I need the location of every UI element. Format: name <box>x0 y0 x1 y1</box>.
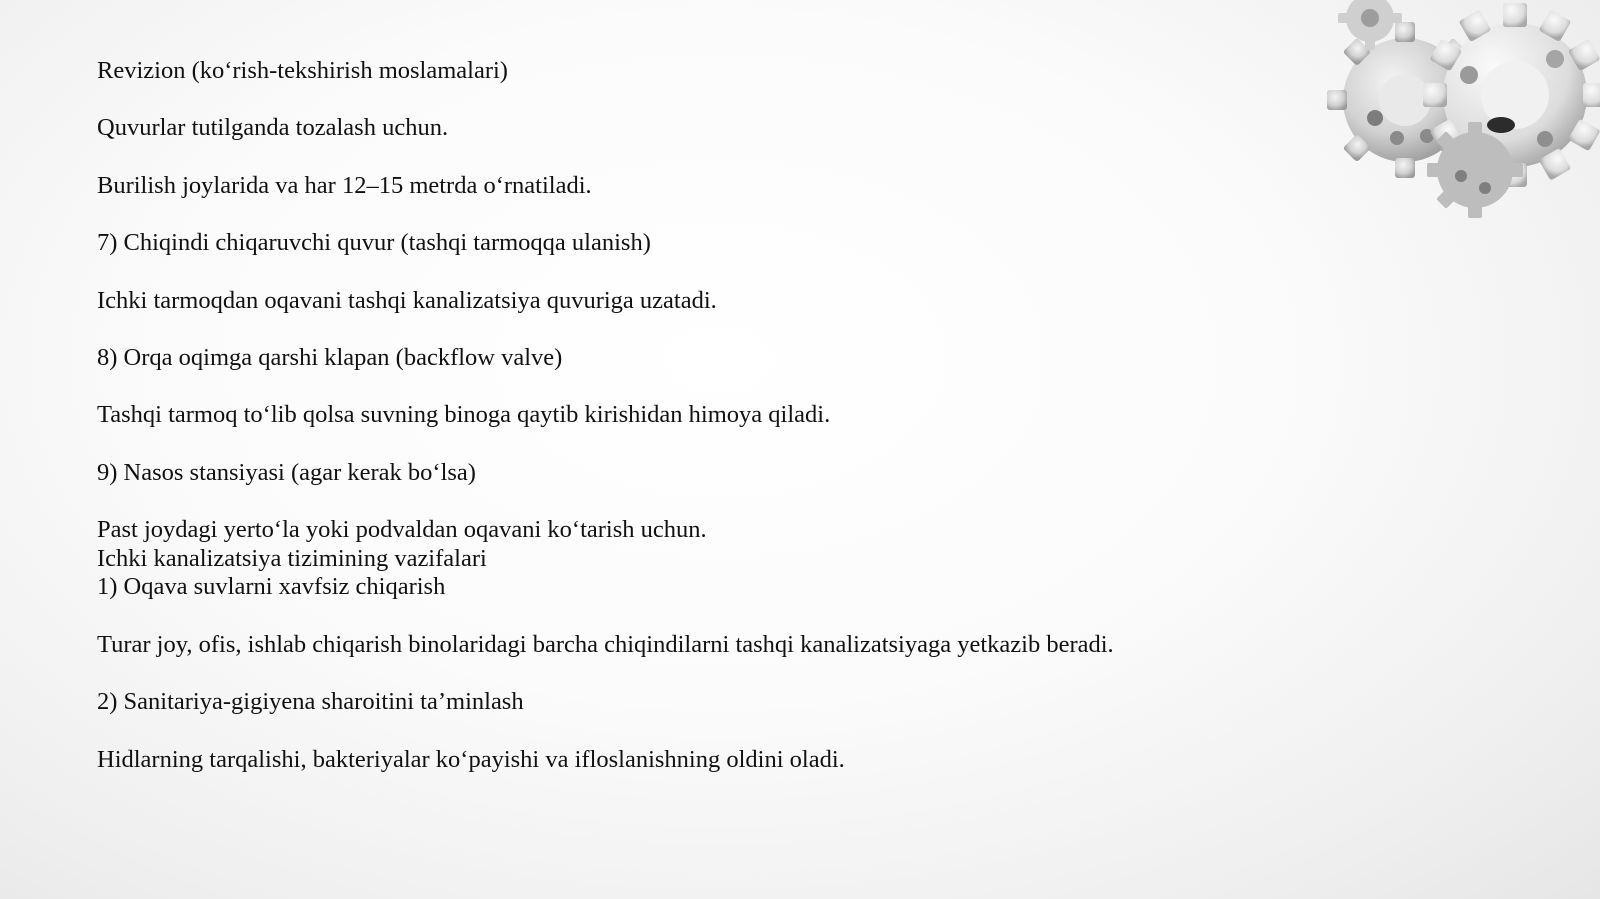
text-line: 2) Sanitariya-gigiyena sharoitini ta’minlash <box>97 688 524 716</box>
text-line: 8) Orqa oqimga qarshi klapan (backflow valve) <box>97 343 563 371</box>
blank-line <box>97 717 1347 746</box>
blank-line <box>97 315 1347 344</box>
blank-line <box>97 430 1347 459</box>
text-line: Quvurlar tutilganda tozalash uchun. <box>97 114 449 142</box>
text-line: Turar joy, ofis, ishlab chiqarish binolaridagi barcha chiqindilarni tashqi kanalizatsiyaga yetkazib beradi. <box>97 630 1114 658</box>
section-heading: Ichki kanalizatsiya tizimining vazifalari <box>97 544 487 572</box>
text-line: Hidlarning tarqalishi, bakteriyalar ko‘payishi va ifloslanishning oldini oladi. <box>97 745 845 773</box>
text-line: Past joydagi yerto‘la yoki podvaldan oqavani ko‘tarish uchun. <box>97 516 707 543</box>
blank-line <box>97 143 1347 172</box>
blank-line <box>97 373 1347 402</box>
blank-line <box>97 200 1347 229</box>
slide-body <box>97 57 1347 774</box>
blank-line <box>97 659 1347 688</box>
blank-line <box>97 258 1347 287</box>
text-line: 1) Oqava suvlarni xavfsiz chiqarish <box>97 573 446 601</box>
blank-line <box>97 602 1347 631</box>
text-line: 7) Chiqindi chiqaruvchi quvur (tashqi tarmoqqa ulanish) <box>97 229 651 257</box>
text-line: Burilish joylarida va har 12–15 metrda o‘rnatiladi. <box>97 171 592 199</box>
text-line: 9) Nasos stansiyasi (agar kerak bo‘lsa) <box>97 458 476 486</box>
blank-line <box>97 86 1347 115</box>
text-line: Revizion (ko‘rish-tekshirish moslamalari) <box>97 57 508 84</box>
text-line: Tashqi tarmoq to‘lib qolsa suvning binoga qaytib kirishidan himoya qiladi. <box>97 401 831 429</box>
text-line: Ichki tarmoqdan oqavani tashqi kanalizatsiya quvuriga uzatadi. <box>97 286 717 314</box>
blank-line <box>97 487 1347 516</box>
